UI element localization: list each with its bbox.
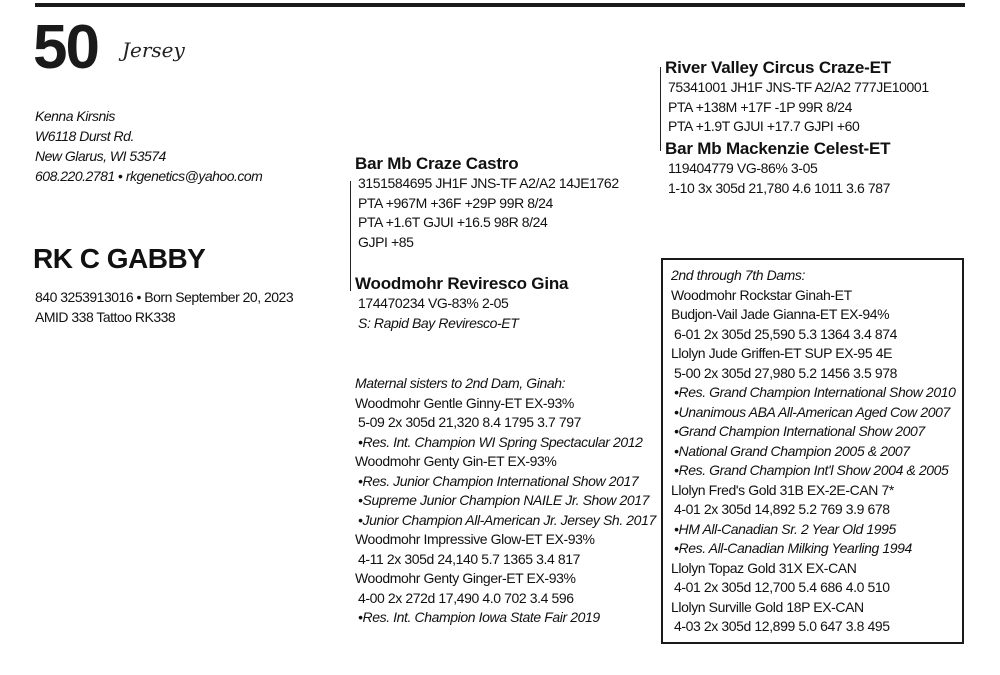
dams-box-line: •Grand Champion International Show 2007 [674, 423, 925, 439]
dams-box-line: Woodmohr Rockstar Ginah-ET [671, 286, 852, 303]
consignor-contact [35, 166, 262, 186]
dams-box-line: 6-01 2x 305d 25,590 5.3 1364 3.4 874 [674, 325, 898, 342]
consignor-phone: 608.220.2781 [35, 168, 115, 184]
sire-dam-block [665, 138, 890, 198]
consignor-city: New Glarus, WI 53574 [35, 148, 166, 164]
maternal-sisters-line: 4-00 2x 272d 17,490 4.0 702 3.4 596 [358, 589, 574, 606]
animal-amid-tattoo: AMID 338 Tattoo RK338 [35, 309, 176, 325]
breed-label: Jersey [122, 38, 185, 62]
maternal-sisters-line: •Res. Junior Champion International Show 2017 [358, 472, 639, 489]
dam-sire-line: S: Rapid Bay Reviresco-ET [358, 314, 519, 331]
sire-name: Bar Mb Craze Castro [355, 154, 519, 173]
sire-block [355, 153, 619, 252]
maternal-sisters-block [355, 374, 656, 628]
sire-sire-block [665, 57, 929, 137]
dam-line: 174470234 VG-83% 2-05 [358, 295, 509, 311]
sire-line: GJPI +85 [358, 233, 414, 250]
sire-sire-name: River Valley Circus Craze-ET [665, 58, 891, 77]
pedigree-line-sire-sire [660, 67, 661, 151]
dams-box-line: 5-00 2x 305d 27,980 5.2 1456 3.5 978 [674, 364, 898, 381]
dams-box-line: Llolyn Topaz Gold 31X EX-CAN [671, 559, 857, 576]
dams-box [661, 258, 964, 644]
maternal-sisters-line: Woodmohr Genty Ginger-ET EX-93% [355, 570, 576, 586]
lot-number: 50 [33, 13, 98, 82]
sire-line: 3151584695 JH1F JNS-TF A2/A2 14JE1762 [358, 175, 619, 191]
animal-id-birth: 840 3253913016 • Born September 20, 2023 [35, 289, 294, 305]
dams-box-line: Llolyn Surville Gold 18P EX-CAN [671, 598, 864, 615]
sire-dam-name: Bar Mb Mackenzie Celest-ET [665, 139, 891, 158]
sire-sire-line: 75341001 JH1F JNS-TF A2/A2 777JE10001 [668, 79, 929, 95]
dams-box-line: •Res. All-Canadian Milking Yearling 1994 [674, 540, 912, 556]
animal-name: RK C GABBY [33, 243, 206, 274]
sire-line: PTA +967M +36F +29P 99R 8/24 [358, 194, 553, 211]
dam-name: Woodmohr Reviresco Gina [355, 274, 569, 293]
maternal-sisters-line: Woodmohr Genty Gin-ET EX-93% [355, 453, 557, 469]
maternal-sisters-line: •Junior Champion All-American Jr. Jersey Sh. 2017 [358, 511, 656, 528]
maternal-sisters-line: •Res. Int. Champion WI Spring Spectacular 2012 [358, 433, 643, 450]
dams-box-line: •National Grand Champion 2005 & 2007 [674, 442, 910, 459]
dams-box-line: 4-01 2x 305d 14,892 5.2 769 3.9 678 [674, 501, 890, 517]
sire-line: PTA +1.6T GJUI +16.5 98R 8/24 [358, 214, 548, 230]
maternal-sisters-line: Woodmohr Gentle Ginny-ET EX-93% [355, 394, 574, 411]
maternal-sisters-line: Woodmohr Impressive Glow-ET EX-93% [355, 531, 595, 547]
consignor-name: Kenna Kirsnis [35, 108, 115, 124]
maternal-sisters-heading: Maternal sisters to 2nd Dam, Ginah: [355, 375, 566, 391]
maternal-sisters-line: •Supreme Junior Champion NAILE Jr. Show 2017 [358, 492, 650, 508]
maternal-sisters-line: 5-09 2x 305d 21,320 8.4 1795 3.7 797 [358, 414, 582, 430]
sire-sire-line: PTA +138M +17F -1P 99R 8/24 [668, 98, 853, 115]
consignor-email[interactable]: rkgenetics@yahoo.com [125, 168, 263, 184]
consignor-block [35, 106, 262, 186]
dams-box-line: Budjon-Vail Jade Gianna-ET EX-94% [671, 306, 890, 322]
dams-box-line: •HM All-Canadian Sr. 2 Year Old 1995 [674, 520, 896, 537]
dams-box-line: Llolyn Jude Griffen-ET SUP EX-95 4E [671, 345, 893, 361]
dams-box-line: 4-01 2x 305d 12,700 5.4 686 4.0 510 [674, 579, 890, 595]
maternal-sisters-line: •Res. Int. Champion Iowa State Fair 2019 [358, 609, 600, 625]
maternal-sisters-line: 4-11 2x 305d 24,140 5.7 1365 3.4 817 [358, 550, 580, 567]
sire-dam-line: 119404779 VG-86% 3-05 [668, 160, 818, 176]
contact-separator: • [118, 168, 123, 184]
dams-box-line: 4-03 2x 305d 12,899 5.0 647 3.8 495 [674, 618, 890, 634]
animal-info [35, 287, 293, 327]
dams-box-heading: 2nd through 7th Dams: [671, 267, 806, 283]
sire-sire-line: PTA +1.9T GJUI +17.7 GJPI +60 [668, 118, 860, 134]
dams-box-line: Llolyn Fred's Gold 31B EX-2E-CAN 7* [671, 481, 894, 498]
dams-box-line: •Res. Grand Champion Int'l Show 2004 & 2005 [674, 462, 949, 478]
sire-dam-line: 1-10 3x 305d 21,780 4.6 1011 3.6 787 [668, 179, 890, 196]
dams-box-line: •Res. Grand Champion International Show 2010 [674, 384, 956, 400]
dams-box-line: •Unanimous ABA All-American Aged Cow 2007 [674, 403, 950, 420]
dam-block [355, 273, 568, 333]
consignor-address: W6118 Durst Rd. [35, 128, 134, 144]
top-rule [35, 3, 965, 7]
pedigree-line-sire [350, 181, 351, 291]
